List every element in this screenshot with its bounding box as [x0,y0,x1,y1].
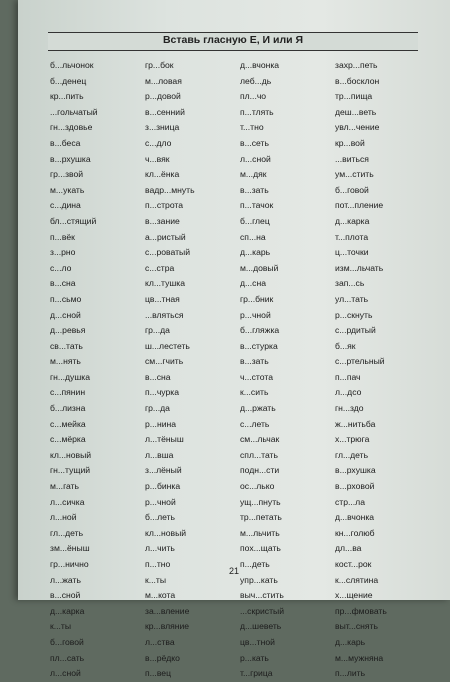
word-item: м...нять [50,356,81,367]
word-item: д...карка [335,215,370,226]
word-item: п...вец [145,668,171,679]
word-item: в...зать [240,356,269,367]
word-item: пр...фмовать [335,605,387,616]
word-item: б...говой [50,636,84,647]
word-item: подн...сти [240,465,280,476]
word-item: б...денец [50,75,87,86]
word-item: спл...тать [240,449,278,460]
word-item: ш...лестеть [145,340,190,351]
word-item: р...довой [145,91,181,102]
word-item: увл...чение [335,122,380,133]
word-item: ул...тать [335,293,369,304]
word-item: м...довый [240,262,279,273]
word-item: ж...нитьба [335,418,376,429]
word-item: в...рховой [335,481,375,492]
word-item: ...вляться [145,309,184,320]
word-item: л...чить [145,543,175,554]
word-item: леб...дь [240,75,272,86]
word-item: л...тёныш [145,434,184,445]
word-item: м...гать [50,481,80,492]
word-item: л...вша [145,449,174,460]
word-item: св...тать [50,340,83,351]
word-item: т...грица [240,668,273,679]
word-item: в...босклон [335,75,380,86]
word-item: х...щение [335,590,373,601]
word-item: в...сна [50,278,76,289]
word-item: с...мейка [50,418,86,429]
word-item: м...мужняна [335,652,384,663]
word-item: п...строта [145,200,184,211]
word-item: п...тлять [240,106,274,117]
word-item: в...зание [145,215,180,226]
word-item: с...мёрка [50,434,86,445]
word-column-1 [50,58,145,682]
word-item: кн...голюб [335,527,375,538]
word-item: стр...ла [335,496,365,507]
word-item: см...льчак [240,434,280,445]
word-item: за...вление [145,605,190,616]
word-item: д...ржать [240,403,276,414]
word-item: п...тачок [240,200,274,211]
word-item: с...ртельный [335,356,385,367]
word-item: з...лёный [145,465,182,476]
word-item: пох...щать [240,543,281,554]
word-item: деш...веть [335,106,377,117]
title-bar [48,32,418,51]
word-item: с...дина [50,200,81,211]
word-item: а...ристый [145,231,186,242]
word-item: с...роватый [145,247,190,258]
word-item: д...вчонка [240,60,280,70]
word-item: выт...снять [335,621,378,632]
word-item: ц...точки [335,247,369,258]
word-item: м...кота [145,590,176,601]
word-item: изм...льчать [335,262,384,273]
word-item: к...слятина [335,574,379,585]
word-item: б...льчонок [50,60,94,70]
word-column-3 [240,58,335,682]
word-item: с...рдитый [335,325,376,336]
word-item: д...ревья [50,325,86,336]
word-item: л...сичка [50,496,85,507]
word-item: ч...вяк [145,153,170,164]
word-item: д...вчонка [335,512,375,523]
word-item: л...жать [50,574,81,585]
word-item: к...ты [50,621,72,632]
word-item: кл...ёнка [145,169,180,180]
workbook-page [18,0,450,679]
word-item: в...зать [240,184,269,195]
word-item: т...плота [335,231,369,242]
word-item: гр...звой [50,169,84,180]
word-item: выч...стить [240,590,284,601]
word-item: кр...пить [50,91,84,102]
word-item: пл...чо [240,91,267,102]
word-item: д...карь [240,247,271,258]
word-item: п...тно [145,559,171,569]
word-item: д...сной [50,309,81,320]
word-item: цв...тной [240,636,275,647]
word-item: пл...сать [50,652,85,663]
word-item: см...гчить [145,356,184,367]
word-item: в...сенний [145,106,185,117]
word-item: гн...здо [335,403,364,414]
word-item: зм...ёныш [50,543,90,554]
word-item: сп...на [240,231,266,242]
word-item: ч...стота [240,371,273,382]
word-item: д...сна [240,278,266,289]
word-item: в...рёдко [145,652,180,663]
word-item: с...стра [145,262,175,273]
word-item: л...ства [145,636,175,647]
word-item: гл...деть [50,527,84,538]
word-item: в...сной [50,590,81,601]
word-item: кост...рок [335,559,372,569]
word-item: т...тно [240,122,264,133]
word-item: упр...кать [240,574,278,585]
word-item: л...сной [240,153,271,164]
word-item: дл...ва [335,543,362,554]
word-item: ...виться [335,153,369,164]
word-item: р...бинка [145,481,181,492]
word-item: ос...лько [240,481,275,492]
word-item: з...зница [145,122,180,133]
word-item: м...льчить [240,527,280,538]
word-item: м...укать [50,184,85,195]
word-item: ...скристый [240,605,285,616]
word-item: гн...тущий [50,465,91,476]
word-item: с...леть [240,418,270,429]
word-item: р...чной [240,309,271,320]
word-item: л...ной [50,512,77,523]
word-item: гн...душка [50,371,90,382]
word-item: б...глец [240,215,270,226]
word-item: тр...пища [335,91,373,102]
word-item: тр...петать [240,512,282,523]
word-item: бл...стящий [50,215,97,226]
word-item: д...шеветь [240,621,282,632]
word-item: гн...здовье [50,122,93,133]
page-title: Вставь гласную Е, И или Я [162,34,304,46]
word-item: с...ло [50,262,72,273]
word-item: м...дяк [240,169,267,180]
word-column-2 [145,58,240,682]
word-item: б...лизна [50,403,86,414]
word-item: гр...да [145,403,170,414]
word-item: кр...вляние [145,621,190,632]
word-item: зап...сь [335,278,365,289]
word-item: гр...бок [145,60,174,70]
word-item: п...пач [335,371,361,382]
word-item: б...говой [335,184,369,195]
word-item: гл...деть [335,449,369,460]
word-item: п...вёк [50,231,75,242]
word-item: пот...пление [335,200,384,211]
word-item: с...дло [145,137,172,148]
word-item: в...рхушка [50,153,91,164]
word-item: кл...новый [50,449,92,460]
word-item: к...сить [240,387,269,398]
word-item: б...як [335,340,356,351]
word-item: цв...тная [145,293,180,304]
word-item: в...рхушка [335,465,376,476]
word-item: з...рно [50,247,76,258]
word-column-4 [335,58,430,682]
page-number: 21 [228,566,239,576]
word-item: кл...новый [145,527,187,538]
word-item: р...нина [145,418,177,429]
word-item: п...чурка [145,387,180,398]
word-item: гр...да [145,325,170,336]
word-item: д...карь [335,636,366,647]
word-item: в...беса [50,137,81,148]
word-item: в...стурка [240,340,278,351]
word-item: п...сьмо [50,293,82,304]
word-item: кл...тушка [145,278,185,289]
word-item: р...кать [240,652,269,663]
word-item: м...ловая [145,75,182,86]
word-item: п...деть [240,559,270,569]
word-item: р...чной [145,496,176,507]
word-item: п...лить [335,668,366,679]
word-item: кр...вой [335,137,365,148]
word-item: х...трюга [335,434,370,445]
word-item: б...гляжка [240,325,280,336]
word-item: р...скнуть [335,309,373,320]
word-item: гр...бник [240,293,274,304]
word-item: захр...петь [335,60,378,70]
word-item: ум...стить [335,169,374,180]
word-item: ...гольчатый [50,106,98,117]
word-item: в...сна [145,371,171,382]
word-item: ущ...пнуть [240,496,281,507]
word-item: с...пянин [50,387,86,398]
word-item: б...леть [145,512,176,523]
word-item: в...сеть [240,137,269,148]
word-item: л...сной [50,668,81,679]
word-item: вадр...мнуть [145,184,195,195]
word-item: гр...нично [50,559,89,569]
word-grid [50,58,430,682]
word-item: д...карка [50,605,85,616]
word-item: л...дсо [335,387,362,398]
word-item: к...ты [145,574,167,585]
